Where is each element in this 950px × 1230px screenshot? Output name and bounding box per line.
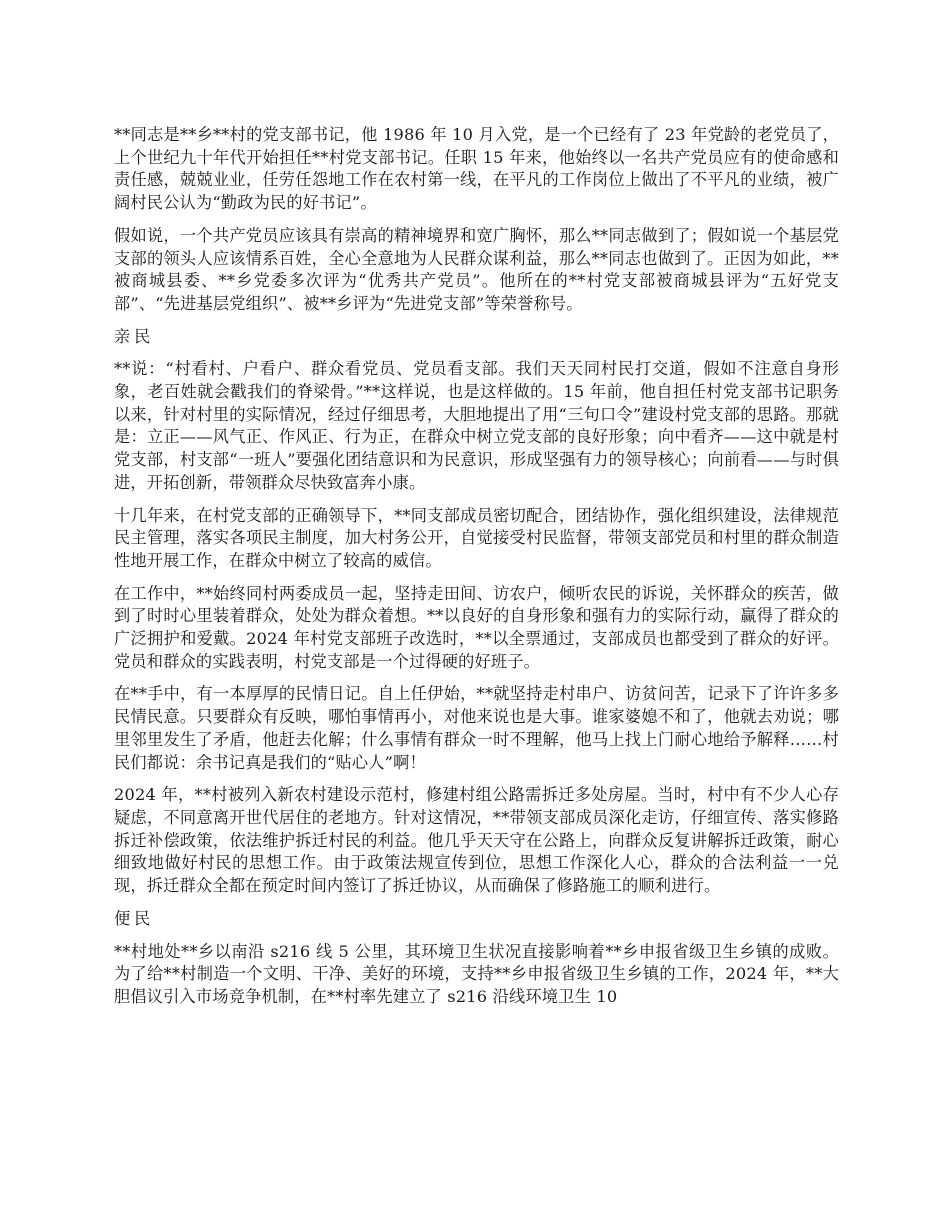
section-heading-bianmin: 便民 — [114, 908, 155, 928]
paragraph-honors: 假如说，一个共产党员应该具有崇高的精神境界和宽广胸怀，那么**同志做到了；假如说一个基层党支部的领头人应该情系百姓，全心全意地为人民群众谋利益，那么**同志也做到了。正因为如此，**被商城县委、**乡党委多次评为“优秀共产党员”。他所在的**村党支部被商城县评为“五好党支部”、“先进基层党组织”、被**乡评为“先进党支部”等荣誉称号。 — [114, 225, 839, 313]
document-body — [114, 124, 839, 1019]
paragraph-work: 在工作中，**始终同村两委成员一起，坚持走田间、访农户，倾听农民的诉说，关怀群众的疾苦，做到了时时心里装着群众，处处为群众着想。**以良好的自身形象和强有力的实际行动，赢得了群众的广泛拥护和爱戴。2024 年村党支部班子改选时，**以全票通过，支部成员也都受到了群众的好评。党员和群众的实践表明，村党支部是一个过得硬的好班子。 — [114, 583, 839, 671]
paragraph-environment: **村地处**乡以南沿 s216 线 5 公里，其环境卫生状况直接影响着**乡申报省级卫生乡镇的成败。为了给**村制造一个文明、干净、美好的环境，支持**乡申报省级卫生乡镇的工作，2024 年，**大胆倡议引入市场竞争机制，在**村率先建立了 s216 沿线环境卫生 10 — [114, 941, 839, 1006]
paragraph-intro: **同志是**乡**村的党支部书记，他 1986 年 10 月入党，是一个已经有了 23 年党龄的老党员了，上个世纪九十年代开始担任**村党支部书记。任职 15 年来，他始终以一名共产党员应有的使命感和责任感，兢兢业业，任劳任怨地工作在农村第一线，在平凡的工作岗位上做出了不平凡的业绩，被广阔村民公认为“勤政为民的好书记”。 — [114, 125, 839, 213]
paragraph-three-commands: **说：“村看村、户看户、群众看党员、党员看支部。我们天天同村民打交道，假如不注意自身形象，老百姓就会戳我们的脊梁骨。”**这样说，也是这样做的。15 年前，他自担任村党支部书记职务以来，针对村里的实际情况，经过仔细思考，大胆地提出了用“三句口令”建设村党支部的思路。那就是：立正——风气正、作风正、行为正，在群众中树立党支部的良好形象；向中看齐——这中就是村党支部，村支部“一班人”要强化团结意识和为民意识，形成坚强有力的领导核心；向前看——与时俱进，开拓创新，带领群众尽快致富奔小康。 — [114, 359, 839, 492]
paragraph-demolition: 2024 年，**村被列入新农村建设示范村，修建村组公路需拆迁多处房屋。当时，村中有不少人心存疑虑，不同意离开世代居住的老地方。针对这情况，**带领支部成员深化走访，仔细宣传、落实修路拆迁补偿政策，依法维护拆迁村民的利益。他几乎天天守在公路上，向群众反复讲解拆迁政策，耐心细致地做好村民的思想工作。由于政策法规宣传到位，思想工作深化人心，群众的合法利益一一兑现，拆迁群众全都在预定时间内签订了拆迁协议，从而确保了修路施工的顺利进行。 — [114, 785, 839, 896]
section-heading-qinmin: 亲民 — [114, 326, 155, 346]
paragraph-diary: 在**手中，有一本厚厚的民情日记。自上任伊始，**就坚持走村串户、访贫问苦，记录下了许许多多民情民意。只要群众有反映，哪怕事情再小，对他来说也是大事。谁家婆媳不和了，他就去劝说；哪里邻里发生了矛盾，他赶去化解；什么事情有群众一时不理解，他马上找上门耐心地给予解释……村民们都说：余书记真是我们的“贴心人”啊！ — [114, 684, 839, 772]
paragraph-leadership: 十几年来，在村党支部的正确领导下，**同支部成员密切配合，团结协作，强化组织建设，法律规范民主管理，落实各项民主制度，加大村务公开，自觉接受村民监督，带领支部党员和村里的群众制造性地开展工作，在群众中树立了较高的威信。 — [114, 505, 839, 570]
